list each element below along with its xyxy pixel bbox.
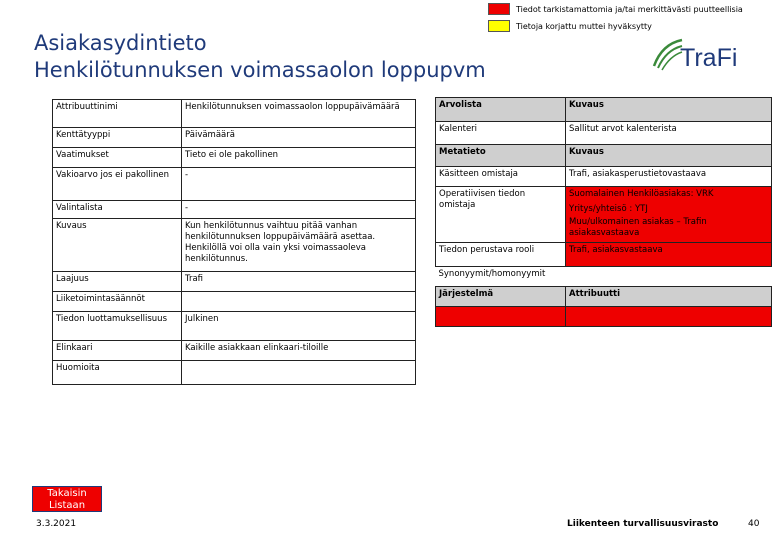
owner-line: Yritys/yhteisö : YTJ — [569, 204, 648, 214]
row-label: Operatiivisen tiedon omistaja — [436, 187, 566, 243]
row-label: Kuvaus — [53, 219, 182, 272]
row-value-unverified: Trafi, asiakasvastaava — [566, 243, 772, 267]
table-row — [436, 307, 772, 327]
row-value: Trafi — [182, 272, 416, 292]
header-cell: Arvolista — [436, 98, 566, 122]
footer-date: 3.3.2021 — [36, 519, 77, 529]
row-label: Laajuus — [53, 272, 182, 292]
system-cell-unverified — [436, 307, 566, 327]
table-row — [53, 361, 416, 385]
table-header-row — [436, 287, 772, 307]
row-value: - — [182, 201, 416, 219]
row-label: Vakioarvo jos ei pakollinen — [53, 168, 182, 201]
table-row — [53, 128, 416, 148]
table-row — [53, 100, 416, 128]
table-row — [53, 292, 416, 312]
row-value — [182, 292, 416, 312]
owner-line: Suomalainen Henkilöasiakas: VRK — [569, 189, 714, 199]
header-cell: Kuvaus — [566, 98, 772, 122]
table-row — [53, 148, 416, 168]
table-row — [436, 122, 772, 145]
row-label: Attribuuttinimi — [53, 100, 182, 128]
header-cell: Kuvaus — [566, 145, 772, 167]
row-value: Kaikille asiakkaan elinkaari-tiloille — [182, 341, 416, 361]
table-row — [436, 243, 772, 267]
row-value — [182, 361, 416, 385]
legend-label: Tietoja korjattu muttei hyväksytty — [516, 21, 652, 31]
table-row — [53, 272, 416, 292]
metadata-table — [435, 97, 772, 327]
page-title-line2: Henkilötunnuksen voimassaolon loppupvm — [34, 58, 486, 82]
back-button-line2: Listaan — [48, 500, 86, 511]
legend-item-unverified — [488, 3, 743, 15]
row-label: Kalenteri — [436, 122, 566, 145]
back-to-list-button[interactable] — [32, 486, 102, 512]
legend-label: Tiedot tarkistamattomia ja/tai merkittävästi puutteellisia — [516, 4, 743, 14]
table-row — [436, 167, 772, 187]
red-swatch — [488, 3, 510, 15]
logo-text: TraFi — [680, 44, 738, 72]
header-cell: Metatieto — [436, 145, 566, 167]
table-row — [436, 187, 772, 243]
row-label: Kenttätyyppi — [53, 128, 182, 148]
row-label: Tiedon luottamuksellisuus — [53, 312, 182, 341]
table-row — [53, 312, 416, 341]
row-label: Valintalista — [53, 201, 182, 219]
row-label: Vaatimukset — [53, 148, 182, 168]
row-label: Liiketoimintasäännöt — [53, 292, 182, 312]
row-label: Huomioita — [53, 361, 182, 385]
row-label: Tiedon perustava rooli — [436, 243, 566, 267]
page-title — [34, 30, 486, 84]
logo-arc-icon — [658, 46, 682, 68]
row-value: Kun henkilötunnus vaihtuu pitää vanhan henkilötunnuksen loppupäivämäärä asettaa. Henkilöllä voi olla vain yksi voimassaoleva henkilötunnus. — [182, 219, 416, 272]
row-value: - — [182, 168, 416, 201]
row-value: Sallitut arvot kalenterista — [566, 122, 772, 145]
legend-item-corrected — [488, 20, 652, 32]
attribute-table — [52, 99, 416, 385]
row-value-unverified — [566, 187, 772, 243]
table-header-row — [436, 145, 772, 167]
attribute-cell-unverified — [566, 307, 772, 327]
table-header-row — [436, 98, 772, 122]
logo-arc-icon — [662, 52, 682, 70]
row-value: Julkinen — [182, 312, 416, 341]
back-button-line1: Takaisin — [47, 488, 87, 499]
row-value: Tieto ei ole pakollinen — [182, 148, 416, 168]
row-value: Henkilötunnuksen voimassaolon loppupäivämäärä — [182, 100, 416, 128]
trafi-logo — [648, 36, 758, 76]
header-cell: Järjestelmä — [436, 287, 566, 307]
synonyms-label: Synonyymit/homonyymit — [436, 267, 772, 287]
header-cell: Attribuutti — [566, 287, 772, 307]
table-row — [53, 341, 416, 361]
table-row — [53, 168, 416, 201]
row-label: Elinkaari — [53, 341, 182, 361]
yellow-swatch — [488, 20, 510, 32]
table-row — [436, 267, 772, 287]
row-label: Käsitteen omistaja — [436, 167, 566, 187]
row-value: Päivämäärä — [182, 128, 416, 148]
row-value: Trafi, asiakasperustietovastaava — [566, 167, 772, 187]
owner-line: Muu/ulkomainen asiakas – Trafin asiakasvastaava — [569, 217, 707, 238]
page-title-line1: Asiakasydintieto — [34, 31, 207, 55]
table-row — [53, 219, 416, 272]
page-number: 40 — [748, 519, 760, 529]
table-row — [53, 201, 416, 219]
footer-organization: Liikenteen turvallisuusvirasto — [567, 519, 719, 529]
